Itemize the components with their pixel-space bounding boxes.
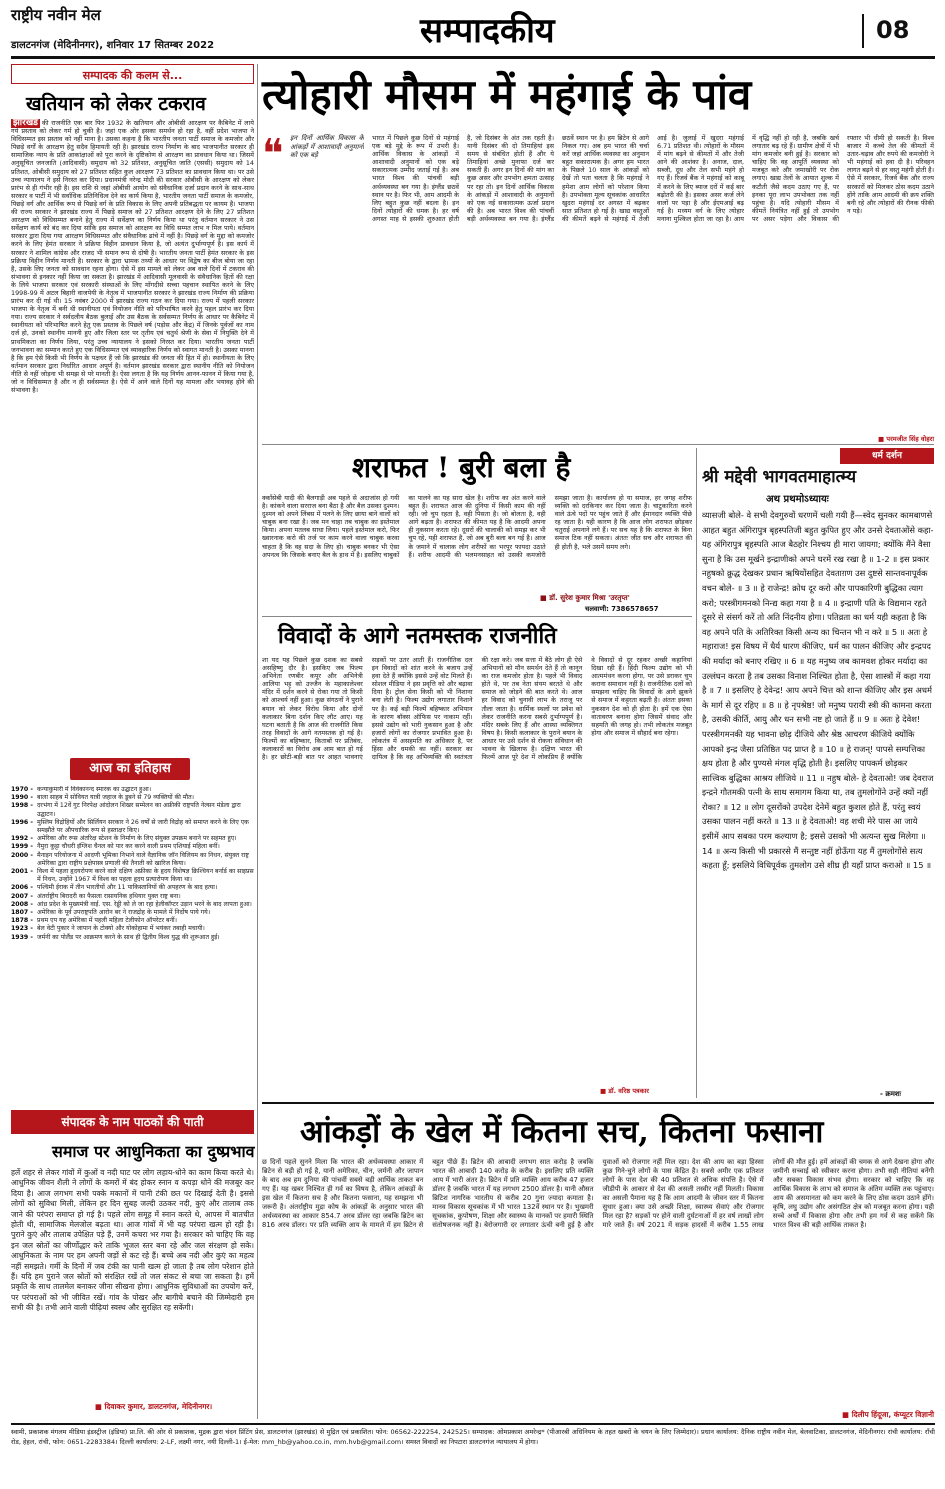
history-text: विश्व में पहला हृदयरोपण करने वाले दक्षिण अफ्रीका के हृदय विशेषज्ञ क्रिश्चियन बर्नार्ड का साइप्रस में निधन, उन्होंने 1967 में विश्व का पहला हृदय प्रत्यारोपण किया था। xyxy=(37,868,254,884)
imprint: स्वामी, प्रकाशक मंगलम मीडिया इंडस्ट्रीज (इंडिया) प्रा.लि. की ओर से प्रकाशक, मुद्रक द्वारा चंदन प्रिंटिंग प्रेस, डालटनगंज (झारखंड) से मुद्रित एवं प्रकाशित। फोन: 06562-222254, 242525। सम्पादक: ओमप्रकाश अमरेन्द्र* (पीआरबी अधिनियम के तहत खबरों के चयन के लिए जिम्मेदार)। प्रधान कार्यालय: दैनिक राष्ट्रीय नवीन मेल, बेलवाटिका, डालटनगंज, मेदिनीनगर। रांची कार्यालय: राँची रोड, हेहल, रांची, फोन: 0651-2283384। दिल्ली कार्यालय: 2-LF, लक्ष्मी नगर, नयी दिल्ली-1। ई-मेल: mm_hb@yahoo.co.in, mm.hvb@gmail.com। समस्त विवादों का निपटारा डालटनगंज न्यायालय में होगा। xyxy=(11,1428,935,1446)
sharafat-author: ■ डॉ. सुरेश कुमार मिश्रा 'उरतृप्त' xyxy=(540,593,630,602)
main-rule xyxy=(262,444,934,445)
history-year: 2008 - xyxy=(11,900,33,908)
aankadon-headline: आंकड़ों के खेल में कितना सच, कितना फसाना xyxy=(300,1114,824,1150)
history-text: कन्याकुमारी में विवेकानन्द स्मारक का उद्घाटन हुआ। xyxy=(37,786,152,793)
history-year: 1999 - xyxy=(11,843,33,851)
khatiyan-text: की राजनीति एक बार फिर 1932 के खतियान और ओबीसी आरक्षण पर कैबिनेट में लाये गये प्रस्ताव को लेकर गर्म हो चुकी है। जहां एक ओर इसका समर्थन हो रहा है, वहीं प्रदेश भाजपा ने विधिसम्मत इस प्रस्ताव को नहीं माना है। उसका कहना है कि भारतीय जनता पार्टी समाज के कमजोर और पिछड़े वर्गों के आरक्षण हेतु सदैव हिमायती रही है। झारखंड राज्य निर्माण के बाद भाजपानीत सरकार ही सामाजिक न्याय के प्रति आकांक्षाओं को पूरा करने के दृष्टिकोण से आरक्षण का प्रावधान किया था। जिसमें अनुसूचित जनजाति (आदिवासी) समुदाय को 32 प्रतिशत, अनुसूचित जाति (एससी) समुदाय को 14 प्रतिशत, ओबीसी समुदाय को 27 प्रतिशत सहित कुल आरक्षण 73 प्रतिशत का प्रावधान किया था। पर उसे उच्च न्यायालय ने इसे निरस्त कर दिया। प्रधानमंत्री नरेन्द्र मोदी की सरकार ओबीसी के आरक्षण को लेकर प्रारंभ से ही गंभीर रही है। इस राशि से जहां ओबीसी आयोग को संवैधानिक दर्जा प्रदान करने के साथ-साथ सरकार व पार्टी में भी सर्वाधिक प्रतिनिधित्व देने का कार्य किया है, भारतीय जनता पार्टी समाज के कमजोर, पिछड़े वर्ग और आर्थिक रूप से पिछड़े वर्ग के प्रति विकास के लिए अपनी प्रतिबद्धता पर कायम है। भाजपा की राज्य सरकार ने झारखंड राज्य में पिछड़े समाज को 27 प्रतिशत आरक्षण देने के लिए 27 प्रतिशत आरक्षण को विधिसम्मत बनाने हेतु राज्य में सर्वेक्षण का निर्णय किया था परंतु वर्तमान सरकार ने उस सर्वेक्षण कार्य को बंद कर दिया सांकि इस समाज को आरक्षण का विधि सम्मत लाभ न मिल पाये। वर्तमान सरकार द्वारा दिया गया आरक्षण विधिसम्मत और संवैधानिक ढांचे में नहीं है। पिछड़े वर्ग के मुद्दा को कमजोर करने के लिए हेमंत सरकार ने प्रक्रिया विहीन प्रावधान किया है, जो अत्यंत दुर्भाग्यपूर्ण है। इस कार्य में सरकार ने शामिल कांग्रेस और राजद भी समान रूप से दोषी है। भारतीय जनता पार्टी हेमंत सरकार के इस प्रक्रिया विहीन निर्णय मानती है। सरकार के द्वारा भ्रामक तथ्यों के आधार पर विद्वेष का बीज बोया जा रहा है, उसके लिए जनता को सावधान रहना होगा। ऐसे में इस मामले को लेकर अब वाले दिनों में टकराव की संभावना से इनकार नहीं किया जा सकता है। झारखंड में आदिवासी मूलवासी के संवैधानिक हितों की रक्षा के लिये भाजपा सरकार एवं सरकारी संस्थाओं के लिए माँगदीसे सच्चा पहचान स्थापित करने के लिए 1998-99 में अटल बिहारी वाजपेयी के नेतृत्व में भाजपानीत सरकार ने झारखंड राज्य निर्माण की प्रक्रिया प्रारंभ कर दी गई थी। 15 नवंबर 2000 में झारखंड राज्य गठन कर दिया गया। राज्य में पहली सरकार भाजपा के नेतृत्व में बनी थी स्थानीयता एवं नियोजन नीति को परिभाषित करने हेतु पहल प्रारंभ कर दिया गया। राज्य सरकार ने सर्वदलीय बैठक बुलाई और उस बैठक के सर्वसम्मत निर्णय के आधार पर कैबिनेट में स्थानीयता को परिभाषित करने हेतु एक प्रस्ताव के पिछले वर्ष (पड़ोस और केंद्र) में जिनके पूर्वजों का नाम दर्ज हो, उनको स्थानीय माननी हुए और जिला स्तर पर तृतीय एवं चतुर्थ श्रेणी के सेवा में नियुक्ति देने में प्राथमिकता का निर्णय लिया, परंतु उच्च न्यायालय ने इसको निरस्त कर दिया। भारतीय जनता पार्टी जनभावना का सम्मान करते हुए एक विधिसम्मत एवं व्यावहारिक निर्णय को स्वागत मानती है। उसका मानना है कि हम ऐसे किसी भी निर्णय के पक्षधर हैं जो कि झारखंड की जनता की हित में हो। स्थानीयता के लिए वर्तमान सरकार द्वारा निर्धारित आधार अपूर्ण है। वर्तमान झारखंड सरकार द्वारा स्थानीय नीति को नियोजन नीति से नहीं जोड़ना भी समझ से परे मानती है। ऐसा लगता है कि यह निर्णय आनन-फानन में किया गया है, जो न विधिसम्मत है और न ही सर्वसम्मत है। ऐसे में आने वाले दिनों यह मामला और भयावह होने की संभावना है। xyxy=(11,119,254,395)
dharm-body: व्यासजी बोले- वे सभी देवगुरुवों धरणमें चली गयी हैं—स्वेद सुनकर कामबाणसे आहत बहुत अंगिरापुत्र बृहस्पतिजी बहुत कुपित हुए और उनसे देवताओंसे कहा- यह अंगिरापुत्र बृहस्पति आज बैठहोर निश्चय ही मारा जायगा; क्योंकि मैंने वैसा सुना है कि उस मूर्खने इन्द्राणीको अपने घरमें रख रखा है ॥ 1-2 ॥ इस प्रकार नहुषको क्रुद्ध देखकर प्रधान ऋषियोंसहित देवताग़ण उस दुष्टसे सान्तवनापूर्वक वचन बोले- ॥ 3 ॥ हे राजेन्द्र! क्रोध दूर करो और पापकारिणी बुद्धिका त्याग करो; परस्त्रीगमनको निन्द्य कहा गया है ॥ 4 ॥ इन्द्राणी पति के विद्यमान रहते दूसरे से संसर्ग करें तो अति निंदनीय होगा। पतिव्रता का धर्म यही कहता है कि वह अपने पति के अतिरिक्त किसी अन्य का चिन्तन भी न करे ॥ 5 ॥ अतः हे महाराज! इस विषय में धैर्य धारण कीजिए, धर्म का पालन कीजिए और इन्द्रपद की मर्यादा को बनाए रखिए ॥ 6 ॥ यह मनुष्य जब कामवश होकर मर्यादा का उल्लंघन करता है तब उसका विनाश निश्चित होता है, ऐसा शास्त्रों में कहा गया है ॥ 7 ॥ इसलिए हे देवेन्द्र! आप अपने चित्त को शान्त कीजिए और इस अधर्म के मार्ग से दूर रहिए ॥ 8 ॥ हे नृपश्रेष्ठ! जो मनुष्य परायी स्त्री की कामना करता है, उसकी कीर्ति, आयु और धन सभी नष्ट हो जाते हैं ॥ 9 ॥ अतः हे देवेश! परस्त्रीगमनकी यह भावना छोड़ दीजिये और श्रेष्ठ आचरण कीजिये क्योंकि आपको इन्द्र जैसा प्रतिष्ठित पद प्राप्त है ॥ 10 ॥ हे राजन्! पापसे सम्पत्तिका क्षय होता है और पुण्यसे मंगल वृद्धि होती है। इसलिए पापकर्म छोड़कर सात्त्विक बुद्धिका आश्रय लीजिये ॥ 11 ॥ नहुष बोले- हे देवताओ! जब देवराज इन्द्रने गौतमकी पत्नी के साथ समागम किया था, तब तुमलोगोंने उन्हें क्यों नहीं रोका? ॥ 12 ॥ लोग दूसरोंको उपदेश देनेमें बहुत कुशल होते हैं, परंतु स्वयं उसका पालन नहीं करते ॥ 13 ॥ हे देवताओ! वह शची मेरे पास आ जाये इसीमें आप सबका परम कल्याण है; इससे उसको भी अत्यन्त सुख मिलेगा ॥ 14 ॥ अन्य किसी भी प्रकारसे मैं सन्तुष्ट नहीं होऊँगा यह मैं तुमलोगोंसे सत्य कहता हूँ; इसलिये विधिपूर्वक तुमलोग उसे शीघ्र ही यहाँ प्राप्त कराओ ॥ 15 ॥ xyxy=(702,510,934,871)
history-text: बाला साहब में सोवियत यात्री जहाज के डूबने से 79 व्यक्तियों की मौत। xyxy=(37,794,195,802)
history-text: मैनाइन परियोजना में आदणी भूमिका निभाने वाले वैज्ञानिक जॉन विलियम का निधन, संयुक्त राष्ट्र अमेरिका द्वारा राष्ट्रीय प्रक्षेपास्त्र प्रणाली की तैनाती को खारिज किया। xyxy=(37,851,249,867)
history-year: 2000 - xyxy=(11,851,33,859)
letters-label xyxy=(11,1110,254,1134)
quote-mark-icon: ❝ xyxy=(262,131,284,177)
history-text: दरभंगा में 12वें गुट निरपेक्ष आंदोलन शिखर सम्मेलन का अफ्रीकी राष्ट्रपति नेल्सन मंडेला द्वारा उद्घाटन। xyxy=(37,802,241,818)
history-year: 1970 - xyxy=(11,786,33,793)
masthead xyxy=(0,0,945,60)
page-number-box xyxy=(862,14,934,48)
itihas-list xyxy=(11,786,254,1116)
sharafat-headline: शराफत ! बुरी बला है xyxy=(352,451,571,484)
dharm-subtitle: अथ प्रथमोऽध्यायः xyxy=(766,494,829,505)
left-col-rule xyxy=(257,64,258,1419)
history-text: प्रथम एप यह अमेरिका में पहली महिला टेलीफोन ऑपरेटर बनीं। xyxy=(37,917,177,925)
history-year: 1996 - xyxy=(11,818,33,826)
history-item xyxy=(11,819,254,835)
history-year: 2007 - xyxy=(11,892,33,900)
aankadon-body: छ दिनों पहले सुनने मिला कि भारत की अर्थव्यवस्था आकार में ब्रिटेन से बड़ी हो गई है, यानी अमेरिका, चीन, जर्मनी और जापान के बाद अब हम दुनिया की पांचवीं सबसे बड़ी आर्थिक ताकत बन गए हैं। यह खबर निश्चित ही गर्व का विषय है, लेकिन आंकड़ों के इस खेल में कितना सच है और कितना फसाना, यह समझना भी जरूरी है। अंतर्राष्ट्रीय मुद्रा कोष के आंकड़ों के अनुसार भारत की अर्थव्यवस्था का आकार 854.7 अरब डॉलर रहा जबकि ब्रिटेन का 816 अरब डॉलर। पर प्रति व्यक्ति आय के मामले में हम ब्रिटेन से बहुत पीछे हैं। ब्रिटेन की आबादी लगभग सात करोड़ है जबकि भारत की आबादी 140 करोड़ के करीब है। इसलिए प्रति व्यक्ति आय में भारी अंतर है। ब्रिटेन में प्रति व्यक्ति आय करीब 47 हजार डॉलर है जबकि भारत में यह लगभग 2500 डॉलर है। यानी औसत ब्रिटिश नागरिक भारतीय से करीब 20 गुना ज्यादा कमाता है। मानव विकास सूचकांक में भी भारत 132वें स्थान पर है। भुखमरी सूचकांक, कुपोषण, शिक्षा और स्वास्थ्य के मानकों पर हमारी स्थिति संतोषजनक नहीं है। बेरोजगारी दर लगातार ऊंची बनी हुई है और युवाओं को रोजगार नहीं मिल रहा। देश की आय का बड़ा हिस्सा कुछ गिने-चुने लोगों के पास केंद्रित है। सबसे अमीर एक प्रतिशत लोगों के पास देश की 40 प्रतिशत से अधिक संपत्ति है। ऐसे में जीडीपी के आकार से देश की असली तस्वीर नहीं मिलती। विकास का असली पैमाना यह है कि आम आदमी के जीवन स्तर में कितना सुधार हुआ। क्या उसे अच्छी शिक्षा, स्वास्थ्य सेवाएं और रोजगार मिल रहा है? सड़कों पर होने वाली दुर्घटनाओं में हर वर्ष लाखों लोग मारे जाते हैं। वर्ष 2021 में सड़क हादसों में करीब 1.55 लाख लोगों की मौत हुई। हमें आंकड़ों की चमक से आगे देखना होगा और जमीनी सच्चाई को स्वीकार करना होगा। तभी सही नीतियां बनेंगी और सबका विकास संभव होगा। सरकार को चाहिए कि वह आर्थिक विकास के लाभ को समाज के अंतिम व्यक्ति तक पहुंचाए। आय की असमानता को कम करने के लिए ठोस कदम उठाने होंगे। कृषि, लघु उद्योग और असंगठित क्षेत्र को मजबूत करना होगा। यही सच्चे अर्थों में विकास होगा और तभी हम गर्व से कह सकेंगे कि भारत विश्व की बड़ी आर्थिक ताकत है। xyxy=(262,1158,934,1229)
lower-rule xyxy=(262,1102,934,1104)
page-number: 08 xyxy=(876,16,910,44)
history-year: 1878 - xyxy=(11,917,33,925)
history-text: मुस्लिम विद्रोहियों और सिर्लियन सरकार ने 26 वर्षों से जारी विद्रोह को समाप्त करने के लिए एक समझौते पर औपचारिक रूप से हस्ताक्षर किए। xyxy=(37,818,249,835)
section-title: सम्पादकीय xyxy=(420,11,555,51)
aankadon-author: ■ दिलीप हिंदूजा, कंप्यूटर विज्ञानी xyxy=(842,1410,934,1419)
dharm-label xyxy=(840,448,934,464)
history-text: नैमुरा कुट्टा चौधरी इंग्लिश चैनल को पार कर करने वाली प्रथम एशियाई महिला बनीं। xyxy=(37,843,220,851)
history-text: बेल वेटी पुकार ने जापान के टोक्यो और योकोहामा में भयंकर तबाही मचायी। xyxy=(37,925,205,933)
history-year: 1992 - xyxy=(11,835,33,843)
history-text: अमेरिका और रूस अंतरिक्ष स्टेशन के निर्माण के लिए संयुक्त उपक्रम बनाने पर सहमत हुए। xyxy=(37,835,237,843)
letters-body: हर्ले शहर से लेकर गांवों में कुओं व नदी घाट पर लोग लहाय-धोने का काम किया करते थे। आधुनिक जीवन शैली ने लोगों के कमरों में बंद होकर स्नान व कपड़ा धोने की मजबूर कर दिया है। आज लगभग सभी पक्के मकानों में पानी टंकी छत पर दिखाई देती है। इससे लोगों को सुविधा मिली, लेकिन हर दिन सुबह जल्दी उठकर नदी, कुएं और तालाब तक जाने की परंपरा समाप्त हो गई है। पहले लोग समूह में स्नान करते थे, आपस में बातचीत होती थी, सामाजिक मेलजोल बढ़ता था। आज गांवों में भी यह परंपरा खत्म हो रही है। पुराने कुएं और तालाब उपेक्षित पड़े हैं, उनमें कचरा भर गया है। सरकार को चाहिए कि वह इन जल स्रोतों का जीर्णोद्धार करे ताकि भूजल स्तर बना रहे और जल संरक्षण हो सके। आधुनिकता के नाम पर हम अपनी जड़ों से कट रहे हैं। बच्चे अब नदी और कुएं का महत्व नहीं समझते। गर्मी के दिनों में जब टंकी का पानी खत्म हो जाता है तब लोग परेशान होते हैं। यदि हम पुराने जल स्रोतों को संरक्षित रखें तो जल संकट से बचा जा सकता है। हमें प्रकृति के साथ तालमेल बनाकर जीना सीखना होगा। आधुनिक सुविधाओं का उपयोग करें, पर परंपराओं को भी जीवित रखें। गांव के पोखर और बागीचे बचाने की जिम्मेदारी हम सभी की है। तभी आने वाली पीढ़ियां स्वस्थ और सुरक्षित रह सकेंगी। xyxy=(11,1168,254,1313)
letters-label-text: संपादक के नाम पाठकों की पाती xyxy=(61,1115,204,1129)
brand-logo: राष्ट्रीय नवीन मेल xyxy=(11,6,101,24)
history-year: 1998 - xyxy=(11,802,33,810)
dharm-label-text: धर्म दर्शन xyxy=(872,451,902,461)
history-item xyxy=(11,934,254,942)
vivadon-author: ■ डॉ. वरिष्ठ पत्रकार xyxy=(600,1087,649,1095)
main-headline: त्योहारी मौसम में महंगाई के पांव xyxy=(262,70,752,119)
sharafat-rule xyxy=(262,616,692,617)
pen-strip xyxy=(11,64,254,84)
dharm-continued: - क्रमशः xyxy=(880,1090,902,1098)
history-year: 1939 - xyxy=(11,933,33,941)
pen-strip-label: सम्पादक की कलम से... xyxy=(82,69,183,82)
imprint-rule xyxy=(11,1423,935,1425)
right-col-rule xyxy=(696,448,697,1098)
history-text: जर्मनी का पोलैंड पर आक्रमण करने के साथ ही द्वितीय विश्व युद्ध की शुरूआत हुई। xyxy=(37,933,220,941)
itihas-label-text: आज का इतिहास xyxy=(89,761,171,776)
history-item xyxy=(11,852,254,868)
main-article-body: भारत में पिछले कुछ दिनों से महंगाई एक बड़े मुद्दे के रूप में उभरी है। आर्थिक विकास के आंकड़ों में आशावादी अनुमानों को एक बड़े सकारात्मक उम्मीद जताई गई है। अब भारत विश्व की पांचवीं बड़ी अर्थव्यवस्था बन गया है। इंग्लैंड छठवें स्थान पर है। फिर भी, आम आदमी के लिए बहुत कुछ नहीं बदला है। इन दिनों त्योहारों की धमक है। हर वर्ष अगस्त माह से इसकी शुरुआत होती है, जो दिसंबर के अंत तक रहती है। यानी दिसंबर की दो तिमाहियां इस समय से संबंधित होती हैं और ये तिमाहियां अच्छे मुनाफा दर्ज कर सकती हैं। अगर इन दिनों की मांग का कुछ असर और उपभोग क्षमता उत्साह पर रहा तो। इन दिनों आर्थिक विकास के आंकड़ों में आशावादी के अनुमानों को एक नई सकारात्मक ऊर्जा प्रदान की है। अब भारत विश्व की पांचवीं बड़ी अर्थव्यवस्था बन गया है। इंग्लैंड छठवें स्थान पर है। हम ब्रिटेन से आगे निकल गए। अब हम भारत की चर्चा करें जहां आर्थिक व्यवस्था का अनुमान बहुत सकारात्मक है। अगर हम भारत के पिछले 10 साल के आंकड़ों को देखें तो पता चलता है कि महंगाई ने हमेशा आम लोगों को परेशान किया है। उपभोक्ता मूल्य सूचकांक आधारित खुदरा महंगाई दर अगस्त में बढ़कर सात प्रतिशत हो गई है। खाद्य वस्तुओं की कीमतें बढ़ने से महंगाई में तेजी आई है। जुलाई में खुदरा महंगाई 6.71 प्रतिशत थी। त्योहारों के मौसम में मांग बढ़ने से कीमतों में और तेजी आने की आशंका है। अनाज, दाल, सब्जी, दूध और तेल सभी महंगे हो गए हैं। रिजर्व बैंक ने महंगाई को काबू में करने के लिए ब्याज दरों में कई बार बढ़ोतरी की है। इसका असर कर्ज लेने वालों पर पड़ा है और ईएमआई बढ़ गई है। मध्यम वर्ग के लिए त्योहार मनाना मुश्किल होता जा रहा है। आय में वृद्धि नहीं हो रही है, जबकि खर्च लगातार बढ़ रहे हैं। ग्रामीण क्षेत्रों में भी मांग कमजोर बनी हुई है। सरकार को चाहिए कि वह आपूर्ति व्यवस्था को मजबूत करे और जमाखोरी पर रोक लगाए। खाद्य तेलों के आयात शुल्क में कटौती जैसे कदम उठाए गए हैं, पर इनका पूरा लाभ उपभोक्ता तक नहीं पहुंचा है। यदि त्योहारी मौसम में कीमतें नियंत्रित नहीं हुईं तो उपभोग पर असर पड़ेगा और विकास की रफ्तार भी धीमी हो सकती है। विश्व बाजार में कच्चे तेल की कीमतों में उतार-चढ़ाव और रुपये की कमजोरी ने भी महंगाई को हवा दी है। परिवहन लागत बढ़ने से हर वस्तु महंगी होती है। ऐसे में सरकार, रिजर्व बैंक और राज्य सरकारों को मिलकर ठोस कदम उठाने होंगे ताकि आम आदमी की क्रय शक्ति बनी रहे और त्योहारों की रौनक फीकी न पड़े। xyxy=(372,134,934,223)
history-text: पश्चिमी ईराक में तीन भारतीयों और 11 पाकिस्तानियों की अपहरण के बाद हत्या। xyxy=(37,884,218,892)
pullquote-text: इन दिनों आर्थिक विकास के आंकड़ों में आशावादी अनुमानों को एक बड़े xyxy=(290,134,364,160)
itihas-label xyxy=(70,758,190,780)
vivadon-body: शा यद यह पिछले कुछ दशक का सबसे असहिष्णु दौर है। इसकिए जब फिल्म अभिनेता रणबीर कपूर और अभिनेत्री आलिया भट्ट को उज्जैन के महाकालेश्वर मंदिर में दर्शन करने से रोका गया तो किसी को आश्चर्य नहीं हुआ। कुछ संगठनों ने पुराने बयान को लेकर विरोध किया और दोनों कलाकार बिना दर्शन किए लौट आए। यह घटना बताती है कि आज की राजनीति किस तरह विवादों के आगे नतमस्तक हो गई है। फिल्मों का बहिष्कार, किताबों पर प्रतिबंध, कलाकारों का विरोध अब आम बात हो गई है। हर छोटी-बड़ी बात पर आहत भावनाएं सड़कों पर उतर आती हैं। राजनीतिक दल इन विवादों को शांत करने के बजाय उन्हें हवा देते हैं क्योंकि इससे उन्हें वोट मिलते हैं। सोशल मीडिया ने इस प्रवृत्ति को और बढ़ावा दिया है। ट्रोल सेना किसी को भी निशाना बना लेती है। फिल्म उद्योग लगातार निशाने पर है। कई बड़ी फिल्में बहिष्कार अभियान के कारण बॉक्स ऑफिस पर नाकाम रहीं। इससे उद्योग को भारी नुकसान हुआ है और हजारों लोगों का रोजगार प्रभावित हुआ है। लोकतंत्र में असहमति का अधिकार है, पर हिंसा और धमकी का नहीं। सरकार का दायित्व है कि वह अभिव्यक्ति की स्वतंत्रता की रक्षा करे। जब सत्ता में बैठे लोग ही ऐसे अभियानों को मौन समर्थन देते हैं तो कानून का राज कमजोर होता है। पहले भी विवाद होते थे, पर तब नेता संयम बरतते थे और समाज को जोड़ने की बात करते थे। आज हर विवाद को चुनावी लाभ के तराजू पर तौला जाता है। धार्मिक स्थलों पर प्रवेश को लेकर राजनीति करना सबसे दुर्भाग्यपूर्ण है। मंदिर सबके लिए हैं और आस्था व्यक्तिगत विषय है। किसी कलाकार के पुराने बयान के आधार पर उसे दर्शन से रोकना संविधान की भावना के खिलाफ है। दक्षिण भारत की फिल्में आज पूरे देश में लोकप्रिय हैं क्योंकि वे विवादों से दूर रहकर अच्छी कहानियां दिखा रही हैं। हिंदी फिल्म उद्योग को भी आत्ममंथन करना होगा, पर उसे डराकर चुप कराना समाधान नहीं है। राजनीतिक दलों को समझना चाहिए कि विवादों के आगे झुकने से समाज में कट्टरता बढ़ती है। अंततः इसका नुकसान देश को ही होता है। हमें एक ऐसा वातावरण बनाना होगा जिसमें संवाद और सहमति की जगह हो। तभी लोकतंत्र मजबूत होगा और समाज में सौहार्द बना रहेगा। xyxy=(262,656,692,762)
history-text: अमेरिका के पूर्व उपराष्ट्रपति आरोन बर ने राजद्रोह के मामले में निर्दोष पाये गये। xyxy=(37,909,211,917)
masthead-rule xyxy=(11,56,935,59)
khatiyan-body xyxy=(11,119,254,751)
history-item xyxy=(11,925,254,933)
history-item xyxy=(11,901,254,909)
history-item xyxy=(11,893,254,901)
history-year: 1807 - xyxy=(11,909,33,917)
letters-author: ■ दिवाकर कुमार, डालटनगंज, मेदिनीनगर। xyxy=(95,1402,213,1411)
history-year: 1923 - xyxy=(11,925,33,933)
main-byline: ■ परमजीत सिंह वोहरा xyxy=(878,435,934,443)
sharafat-body: क्काँसेबी यादी की बैलगाड़ी अब पहले से अदाजांस हो गयी है। कांकने वाला सरराज बना बैठा है और बैल उसका दुश्मन। दुश्मन को अपने लिंबस में पलने के लिए छाया बाने वालों को चाबुक बना रखा है। जब मन चाहा तब चाबुक का इस्तेमाल किया। अपना मतलब साधा लिया। पहले इस्तेमाल करो, फिर ख्वारनाक करो की तर्ज पर काम करने वाला चाबुक करवा चाहता है कि वह सदा के लिए हो। चाबुक बनकर भी ऐसा अपनत्व कि जिसके बनाए बैल के हाथ में है। इसलिए चाबुकों का पालने का यह सारा खेल है। शरीफ का अंत करने वाले बहुत हैं। शराफत आज की दुनिया में किसी काम की नहीं रही। जो चुप रहता है, वही पिसता है। जो बोलता है, वही आगे बढ़ता है। शराफत की कीमत यह है कि आदमी अपना ही नुकसान करता रहे। दूसरों की चालाकी को समझ कर भी चुप रहे, यही शराफत है, जो अब बुरी बला बन गई है। आज के जमाने में चालाक लोग शरीफों का भरपूर फायदा उठाते हैं। शरीफ आदमी की भलमनसाहत को उसकी कमजोरी समझा जाता है। कार्यालय हो या समाज, हर जगह शरीफ व्यक्ति को दरकिनार कर दिया जाता है। चाटुकारिता करने वाले ऊंचे पदों पर पहुंच जाते हैं और ईमानदार व्यक्ति पीछे रह जाता है। यही कारण है कि आज लोग शराफत छोड़कर चतुराई अपनाने लगे हैं। पर सच यह है कि शराफत के बिना समाज टिक नहीं सकता। अंततः जीत सच और शराफत की ही होती है, भले उसमें समय लगे। xyxy=(262,494,692,559)
dateline: डालटनगंज (मेदिनीनगर), शनिवार 17 सितम्बर 2022 xyxy=(11,40,215,51)
khatiyan-dropcap: झारखंड xyxy=(13,119,38,128)
history-text: आंध्र प्रदेश के मुख्यमंत्री वाई. एस. रेड्डी को ले जा रहा हेलीकॉप्टर उड़ान भरने के बाद लापता हुआ। xyxy=(37,900,252,908)
history-year: 2006 - xyxy=(11,884,33,892)
history-text: अंतर्राष्ट्रीय बिरादरी का फैसला रासायनिक हथियार युक्त राष्ट्र बना। xyxy=(37,892,181,900)
history-item xyxy=(11,884,254,892)
history-item xyxy=(11,802,254,818)
history-year: 1990 - xyxy=(11,794,33,802)
history-item xyxy=(11,843,254,851)
history-year: 2001 - xyxy=(11,868,33,876)
letters-headline: समाज पर आधुनिकता का दुष्प्रभाव xyxy=(52,1142,255,1161)
history-item xyxy=(11,868,254,884)
dharm-headline: श्री मद्देवी भागवतमाहात्म्य xyxy=(702,467,857,487)
sharafat-mobile: चलवाणी: 7386578657 xyxy=(585,605,659,613)
khatiyan-headline: खतियान को लेकर टकराव xyxy=(26,93,206,115)
vivadon-headline: विवादों के आगे नतमस्तक राजनीति xyxy=(278,623,557,649)
pullquote-box xyxy=(262,131,364,434)
history-item xyxy=(11,786,254,794)
